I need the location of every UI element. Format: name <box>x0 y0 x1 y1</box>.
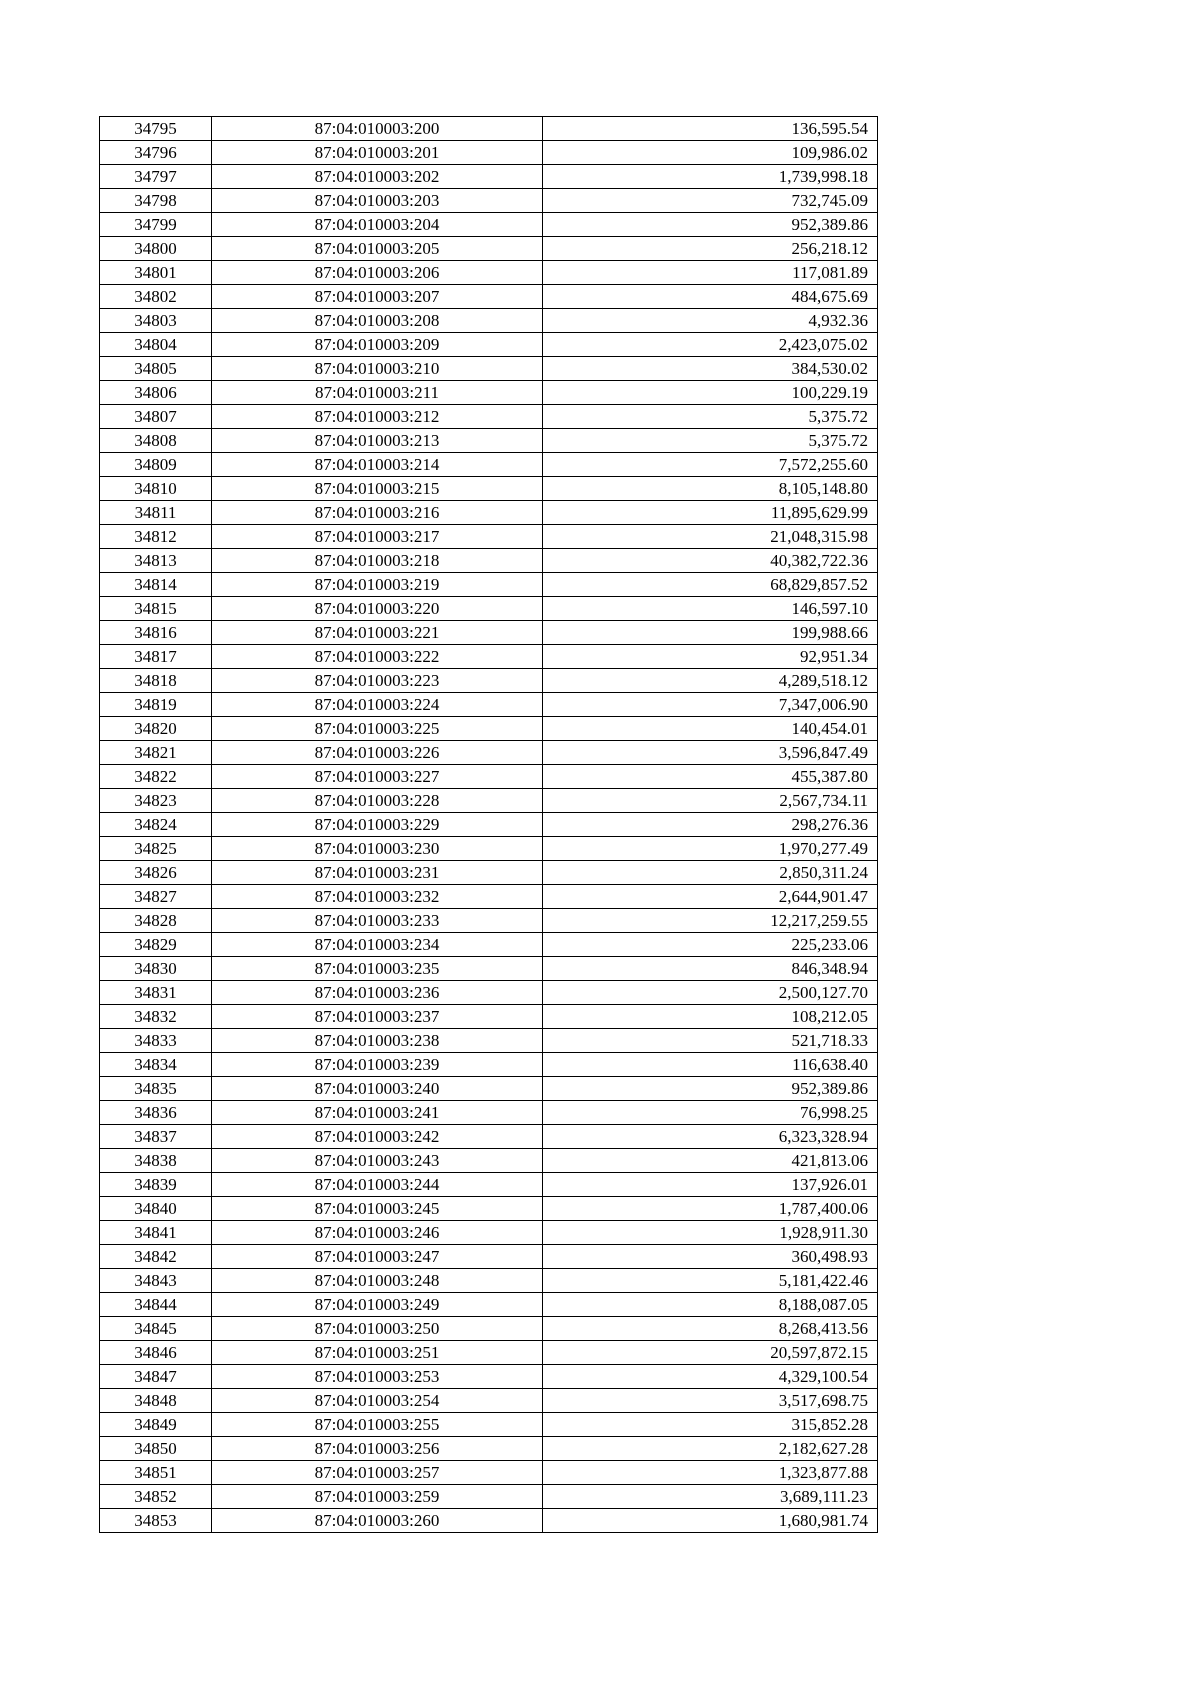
table-row <box>100 1437 878 1461</box>
row-number-cell: 34813 <box>100 549 212 573</box>
table-row <box>100 477 878 501</box>
table-row <box>100 453 878 477</box>
row-number-cell: 34849 <box>100 1413 212 1437</box>
table-row <box>100 1221 878 1245</box>
table-row <box>100 693 878 717</box>
table-row <box>100 837 878 861</box>
cadastral-value-cell: 384,530.02 <box>543 357 878 381</box>
row-number-cell: 34823 <box>100 789 212 813</box>
cadastral-value-cell: 1,323,877.88 <box>543 1461 878 1485</box>
cadastral-number-cell: 87:04:010003:213 <box>212 429 543 453</box>
cadastral-value-cell: 7,347,006.90 <box>543 693 878 717</box>
cadastral-value-cell: 315,852.28 <box>543 1413 878 1437</box>
row-number-cell: 34797 <box>100 165 212 189</box>
table-row <box>100 309 878 333</box>
table-row <box>100 573 878 597</box>
row-number-cell: 34848 <box>100 1389 212 1413</box>
row-number-cell: 34799 <box>100 213 212 237</box>
row-number-cell: 34847 <box>100 1365 212 1389</box>
cadastral-number-cell: 87:04:010003:254 <box>212 1389 543 1413</box>
table-body <box>100 117 878 1533</box>
cadastral-number-cell: 87:04:010003:251 <box>212 1341 543 1365</box>
cadastral-value-cell: 76,998.25 <box>543 1101 878 1125</box>
cadastral-number-cell: 87:04:010003:229 <box>212 813 543 837</box>
table-row <box>100 1173 878 1197</box>
row-number-cell: 34850 <box>100 1437 212 1461</box>
cadastral-value-cell: 846,348.94 <box>543 957 878 981</box>
row-number-cell: 34803 <box>100 309 212 333</box>
cadastral-number-cell: 87:04:010003:234 <box>212 933 543 957</box>
cadastral-number-cell: 87:04:010003:243 <box>212 1149 543 1173</box>
table-row <box>100 1509 878 1533</box>
table-row <box>100 1029 878 1053</box>
table-row <box>100 285 878 309</box>
cadastral-number-cell: 87:04:010003:207 <box>212 285 543 309</box>
cadastral-number-cell: 87:04:010003:256 <box>212 1437 543 1461</box>
row-number-cell: 34843 <box>100 1269 212 1293</box>
table-row <box>100 1485 878 1509</box>
cadastral-value-table <box>99 116 878 1533</box>
table-row <box>100 1077 878 1101</box>
cadastral-value-cell: 256,218.12 <box>543 237 878 261</box>
row-number-cell: 34802 <box>100 285 212 309</box>
cadastral-value-cell: 421,813.06 <box>543 1149 878 1173</box>
row-number-cell: 34832 <box>100 1005 212 1029</box>
cadastral-number-cell: 87:04:010003:206 <box>212 261 543 285</box>
table-row <box>100 189 878 213</box>
cadastral-value-cell: 2,850,311.24 <box>543 861 878 885</box>
table-row <box>100 549 878 573</box>
table-row <box>100 429 878 453</box>
cadastral-number-cell: 87:04:010003:259 <box>212 1485 543 1509</box>
cadastral-number-cell: 87:04:010003:240 <box>212 1077 543 1101</box>
cadastral-number-cell: 87:04:010003:216 <box>212 501 543 525</box>
cadastral-value-cell: 117,081.89 <box>543 261 878 285</box>
row-number-cell: 34808 <box>100 429 212 453</box>
cadastral-number-cell: 87:04:010003:255 <box>212 1413 543 1437</box>
cadastral-value-cell: 952,389.86 <box>543 213 878 237</box>
cadastral-value-cell: 2,182,627.28 <box>543 1437 878 1461</box>
table-row <box>100 1197 878 1221</box>
row-number-cell: 34841 <box>100 1221 212 1245</box>
cadastral-number-cell: 87:04:010003:237 <box>212 1005 543 1029</box>
row-number-cell: 34852 <box>100 1485 212 1509</box>
cadastral-value-cell: 5,181,422.46 <box>543 1269 878 1293</box>
row-number-cell: 34796 <box>100 141 212 165</box>
cadastral-value-cell: 40,382,722.36 <box>543 549 878 573</box>
table-row <box>100 1293 878 1317</box>
row-number-cell: 34834 <box>100 1053 212 1077</box>
cadastral-number-cell: 87:04:010003:235 <box>212 957 543 981</box>
cadastral-value-cell: 11,895,629.99 <box>543 501 878 525</box>
row-number-cell: 34795 <box>100 117 212 141</box>
table-row <box>100 813 878 837</box>
cadastral-value-cell: 136,595.54 <box>543 117 878 141</box>
row-number-cell: 34837 <box>100 1125 212 1149</box>
row-number-cell: 34822 <box>100 765 212 789</box>
table-row <box>100 1365 878 1389</box>
row-number-cell: 34819 <box>100 693 212 717</box>
row-number-cell: 34845 <box>100 1317 212 1341</box>
table-row <box>100 1053 878 1077</box>
table-row <box>100 621 878 645</box>
row-number-cell: 34817 <box>100 645 212 669</box>
row-number-cell: 34833 <box>100 1029 212 1053</box>
cadastral-value-cell: 2,567,734.11 <box>543 789 878 813</box>
cadastral-value-cell: 3,596,847.49 <box>543 741 878 765</box>
cadastral-number-cell: 87:04:010003:222 <box>212 645 543 669</box>
row-number-cell: 34806 <box>100 381 212 405</box>
cadastral-value-cell: 100,229.19 <box>543 381 878 405</box>
cadastral-value-cell: 3,517,698.75 <box>543 1389 878 1413</box>
row-number-cell: 34811 <box>100 501 212 525</box>
row-number-cell: 34810 <box>100 477 212 501</box>
cadastral-number-cell: 87:04:010003:231 <box>212 861 543 885</box>
cadastral-value-cell: 140,454.01 <box>543 717 878 741</box>
cadastral-value-cell: 2,644,901.47 <box>543 885 878 909</box>
table-row <box>100 957 878 981</box>
row-number-cell: 34853 <box>100 1509 212 1533</box>
table-row <box>100 333 878 357</box>
cadastral-number-cell: 87:04:010003:249 <box>212 1293 543 1317</box>
cadastral-value-cell: 1,970,277.49 <box>543 837 878 861</box>
cadastral-number-cell: 87:04:010003:223 <box>212 669 543 693</box>
cadastral-value-cell: 5,375.72 <box>543 405 878 429</box>
cadastral-number-cell: 87:04:010003:201 <box>212 141 543 165</box>
cadastral-value-cell: 21,048,315.98 <box>543 525 878 549</box>
cadastral-value-cell: 4,329,100.54 <box>543 1365 878 1389</box>
cadastral-number-cell: 87:04:010003:208 <box>212 309 543 333</box>
cadastral-value-cell: 7,572,255.60 <box>543 453 878 477</box>
cadastral-number-cell: 87:04:010003:239 <box>212 1053 543 1077</box>
row-number-cell: 34846 <box>100 1341 212 1365</box>
table-row <box>100 717 878 741</box>
cadastral-value-cell: 455,387.80 <box>543 765 878 789</box>
row-number-cell: 34824 <box>100 813 212 837</box>
table-row <box>100 237 878 261</box>
row-number-cell: 34805 <box>100 357 212 381</box>
cadastral-number-cell: 87:04:010003:210 <box>212 357 543 381</box>
row-number-cell: 34815 <box>100 597 212 621</box>
table-row <box>100 1005 878 1029</box>
table-row <box>100 357 878 381</box>
table-row <box>100 981 878 1005</box>
cadastral-value-cell: 4,289,518.12 <box>543 669 878 693</box>
table-row <box>100 405 878 429</box>
cadastral-number-cell: 87:04:010003:212 <box>212 405 543 429</box>
row-number-cell: 34831 <box>100 981 212 1005</box>
table-row <box>100 933 878 957</box>
table-row <box>100 213 878 237</box>
row-number-cell: 34842 <box>100 1245 212 1269</box>
cadastral-number-cell: 87:04:010003:217 <box>212 525 543 549</box>
row-number-cell: 34836 <box>100 1101 212 1125</box>
cadastral-value-cell: 8,105,148.80 <box>543 477 878 501</box>
table-row <box>100 1389 878 1413</box>
cadastral-number-cell: 87:04:010003:241 <box>212 1101 543 1125</box>
cadastral-number-cell: 87:04:010003:253 <box>212 1365 543 1389</box>
cadastral-value-cell: 225,233.06 <box>543 933 878 957</box>
row-number-cell: 34828 <box>100 909 212 933</box>
row-number-cell: 34826 <box>100 861 212 885</box>
cadastral-value-cell: 1,680,981.74 <box>543 1509 878 1533</box>
cadastral-number-cell: 87:04:010003:248 <box>212 1269 543 1293</box>
table-row <box>100 1245 878 1269</box>
cadastral-number-cell: 87:04:010003:226 <box>212 741 543 765</box>
cadastral-value-cell: 521,718.33 <box>543 1029 878 1053</box>
cadastral-number-cell: 87:04:010003:209 <box>212 333 543 357</box>
table-row <box>100 261 878 285</box>
row-number-cell: 34812 <box>100 525 212 549</box>
cadastral-number-cell: 87:04:010003:221 <box>212 621 543 645</box>
cadastral-number-cell: 87:04:010003:230 <box>212 837 543 861</box>
cadastral-value-cell: 8,188,087.05 <box>543 1293 878 1317</box>
cadastral-value-cell: 1,787,400.06 <box>543 1197 878 1221</box>
table-row <box>100 885 878 909</box>
table-row <box>100 1149 878 1173</box>
row-number-cell: 34844 <box>100 1293 212 1317</box>
row-number-cell: 34814 <box>100 573 212 597</box>
table-row <box>100 1413 878 1437</box>
cadastral-number-cell: 87:04:010003:242 <box>212 1125 543 1149</box>
table-row <box>100 141 878 165</box>
table-row <box>100 1269 878 1293</box>
cadastral-number-cell: 87:04:010003:232 <box>212 885 543 909</box>
cadastral-number-cell: 87:04:010003:244 <box>212 1173 543 1197</box>
table-row <box>100 1461 878 1485</box>
cadastral-number-cell: 87:04:010003:260 <box>212 1509 543 1533</box>
row-number-cell: 34807 <box>100 405 212 429</box>
cadastral-number-cell: 87:04:010003:257 <box>212 1461 543 1485</box>
row-number-cell: 34851 <box>100 1461 212 1485</box>
cadastral-number-cell: 87:04:010003:238 <box>212 1029 543 1053</box>
row-number-cell: 34839 <box>100 1173 212 1197</box>
table-row <box>100 1101 878 1125</box>
row-number-cell: 34809 <box>100 453 212 477</box>
cadastral-number-cell: 87:04:010003:202 <box>212 165 543 189</box>
table-row <box>100 909 878 933</box>
cadastral-value-cell: 2,500,127.70 <box>543 981 878 1005</box>
cadastral-value-cell: 137,926.01 <box>543 1173 878 1197</box>
cadastral-value-cell: 146,597.10 <box>543 597 878 621</box>
row-number-cell: 34801 <box>100 261 212 285</box>
cadastral-number-cell: 87:04:010003:218 <box>212 549 543 573</box>
cadastral-number-cell: 87:04:010003:236 <box>212 981 543 1005</box>
table-row <box>100 1341 878 1365</box>
cadastral-value-cell: 3,689,111.23 <box>543 1485 878 1509</box>
cadastral-value-cell: 952,389.86 <box>543 1077 878 1101</box>
table-row <box>100 117 878 141</box>
cadastral-number-cell: 87:04:010003:220 <box>212 597 543 621</box>
table-row <box>100 1125 878 1149</box>
table-row <box>100 525 878 549</box>
cadastral-number-cell: 87:04:010003:247 <box>212 1245 543 1269</box>
table-row <box>100 597 878 621</box>
cadastral-value-cell: 732,745.09 <box>543 189 878 213</box>
cadastral-value-cell: 116,638.40 <box>543 1053 878 1077</box>
cadastral-value-cell: 360,498.93 <box>543 1245 878 1269</box>
cadastral-value-cell: 20,597,872.15 <box>543 1341 878 1365</box>
cadastral-number-cell: 87:04:010003:227 <box>212 765 543 789</box>
table-row <box>100 861 878 885</box>
table-row <box>100 765 878 789</box>
cadastral-number-cell: 87:04:010003:224 <box>212 693 543 717</box>
cadastral-number-cell: 87:04:010003:233 <box>212 909 543 933</box>
table-row <box>100 645 878 669</box>
cadastral-value-cell: 4,932.36 <box>543 309 878 333</box>
cadastral-value-cell: 108,212.05 <box>543 1005 878 1029</box>
cadastral-number-cell: 87:04:010003:246 <box>212 1221 543 1245</box>
table-row <box>100 1317 878 1341</box>
table-row <box>100 381 878 405</box>
table-row <box>100 789 878 813</box>
row-number-cell: 34798 <box>100 189 212 213</box>
cadastral-number-cell: 87:04:010003:203 <box>212 189 543 213</box>
row-number-cell: 34838 <box>100 1149 212 1173</box>
row-number-cell: 34804 <box>100 333 212 357</box>
row-number-cell: 34800 <box>100 237 212 261</box>
row-number-cell: 34829 <box>100 933 212 957</box>
cadastral-number-cell: 87:04:010003:211 <box>212 381 543 405</box>
table-row <box>100 501 878 525</box>
row-number-cell: 34821 <box>100 741 212 765</box>
table-row <box>100 669 878 693</box>
cadastral-number-cell: 87:04:010003:205 <box>212 237 543 261</box>
cadastral-value-cell: 8,268,413.56 <box>543 1317 878 1341</box>
cadastral-value-cell: 1,739,998.18 <box>543 165 878 189</box>
cadastral-value-cell: 6,323,328.94 <box>543 1125 878 1149</box>
cadastral-number-cell: 87:04:010003:200 <box>212 117 543 141</box>
cadastral-value-cell: 68,829,857.52 <box>543 573 878 597</box>
cadastral-value-cell: 2,423,075.02 <box>543 333 878 357</box>
row-number-cell: 34830 <box>100 957 212 981</box>
row-number-cell: 34818 <box>100 669 212 693</box>
row-number-cell: 34835 <box>100 1077 212 1101</box>
row-number-cell: 34816 <box>100 621 212 645</box>
row-number-cell: 34840 <box>100 1197 212 1221</box>
cadastral-value-cell: 1,928,911.30 <box>543 1221 878 1245</box>
cadastral-value-cell: 484,675.69 <box>543 285 878 309</box>
cadastral-value-cell: 92,951.34 <box>543 645 878 669</box>
cadastral-number-cell: 87:04:010003:214 <box>212 453 543 477</box>
row-number-cell: 34825 <box>100 837 212 861</box>
cadastral-value-cell: 199,988.66 <box>543 621 878 645</box>
row-number-cell: 34820 <box>100 717 212 741</box>
cadastral-number-cell: 87:04:010003:250 <box>212 1317 543 1341</box>
cadastral-value-cell: 298,276.36 <box>543 813 878 837</box>
table-row <box>100 741 878 765</box>
cadastral-value-cell: 109,986.02 <box>543 141 878 165</box>
cadastral-number-cell: 87:04:010003:228 <box>212 789 543 813</box>
cadastral-value-cell: 5,375.72 <box>543 429 878 453</box>
table-row <box>100 165 878 189</box>
cadastral-number-cell: 87:04:010003:219 <box>212 573 543 597</box>
row-number-cell: 34827 <box>100 885 212 909</box>
cadastral-value-cell: 12,217,259.55 <box>543 909 878 933</box>
cadastral-number-cell: 87:04:010003:225 <box>212 717 543 741</box>
cadastral-number-cell: 87:04:010003:245 <box>212 1197 543 1221</box>
cadastral-number-cell: 87:04:010003:215 <box>212 477 543 501</box>
cadastral-number-cell: 87:04:010003:204 <box>212 213 543 237</box>
